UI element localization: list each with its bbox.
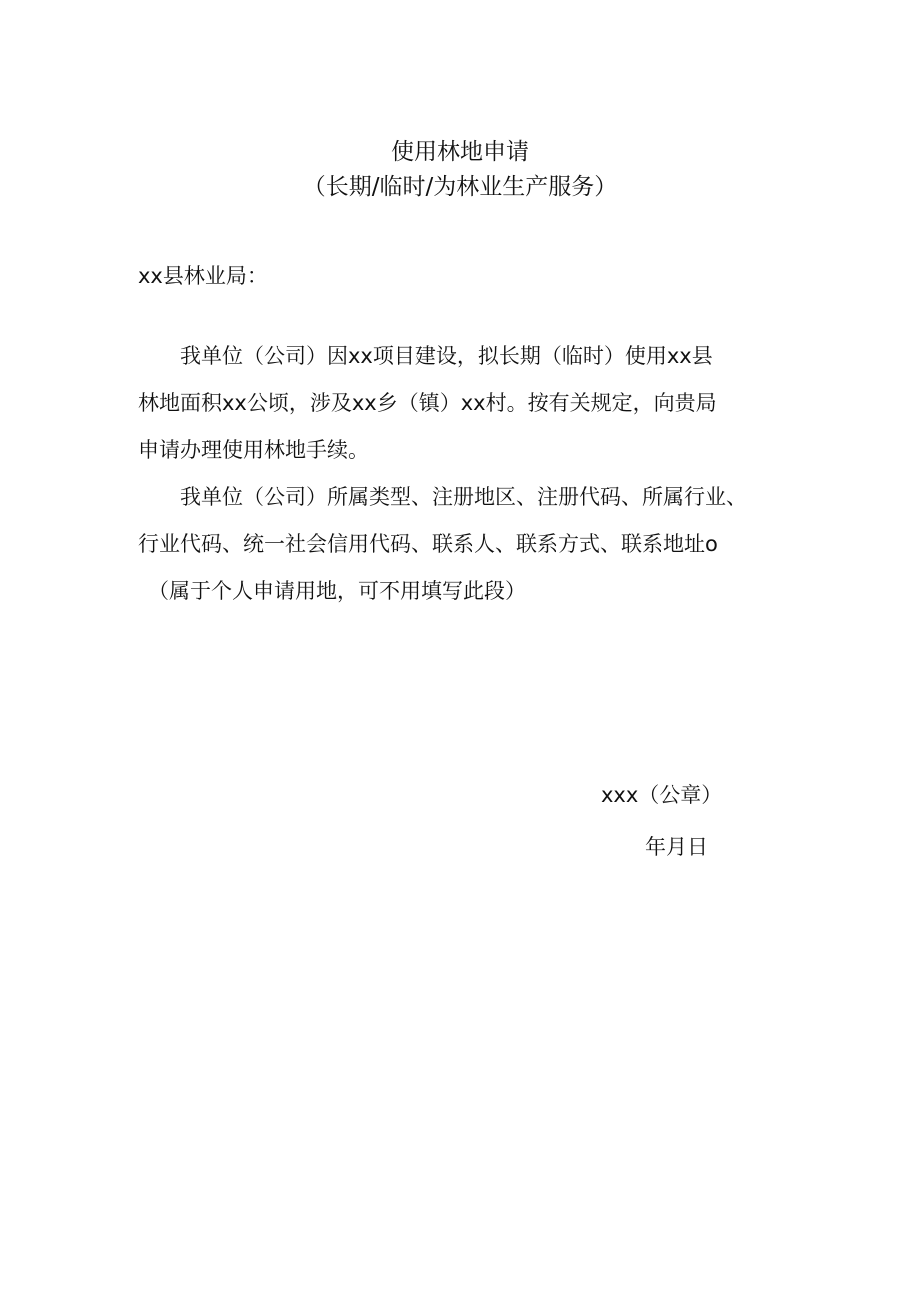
date-line: 年月日 xyxy=(645,835,708,859)
paragraph2-line1: 我单位（公司）所属类型、注册地区、注册代码、所属行业、 xyxy=(180,485,747,509)
paragraph2-line2: 行业代码、统一社会信用代码、联系人、联系方式、联系地址o xyxy=(138,532,718,556)
salutation: xx县林业局： xyxy=(138,264,268,288)
document-title: 使用林地申请 xyxy=(391,139,529,165)
paragraph1-line1: 我单位（公司）因xx项目建设，拟长期（临时）使用xx县 xyxy=(180,344,713,368)
paragraph2-line3: （属于个人申请用地，可不用填写此段） xyxy=(148,579,526,603)
signature-seal-line: xxx（公章） xyxy=(601,783,723,807)
document-subtitle: （长期/临时/为林业生产服务） xyxy=(302,174,618,200)
paragraph1-line3: 申请办理使用林地手续。 xyxy=(138,438,369,462)
paragraph1-line2: 林地面积xx公顷，涉及xx乡（镇）xx村。按有关规定，向贵局 xyxy=(138,391,717,415)
